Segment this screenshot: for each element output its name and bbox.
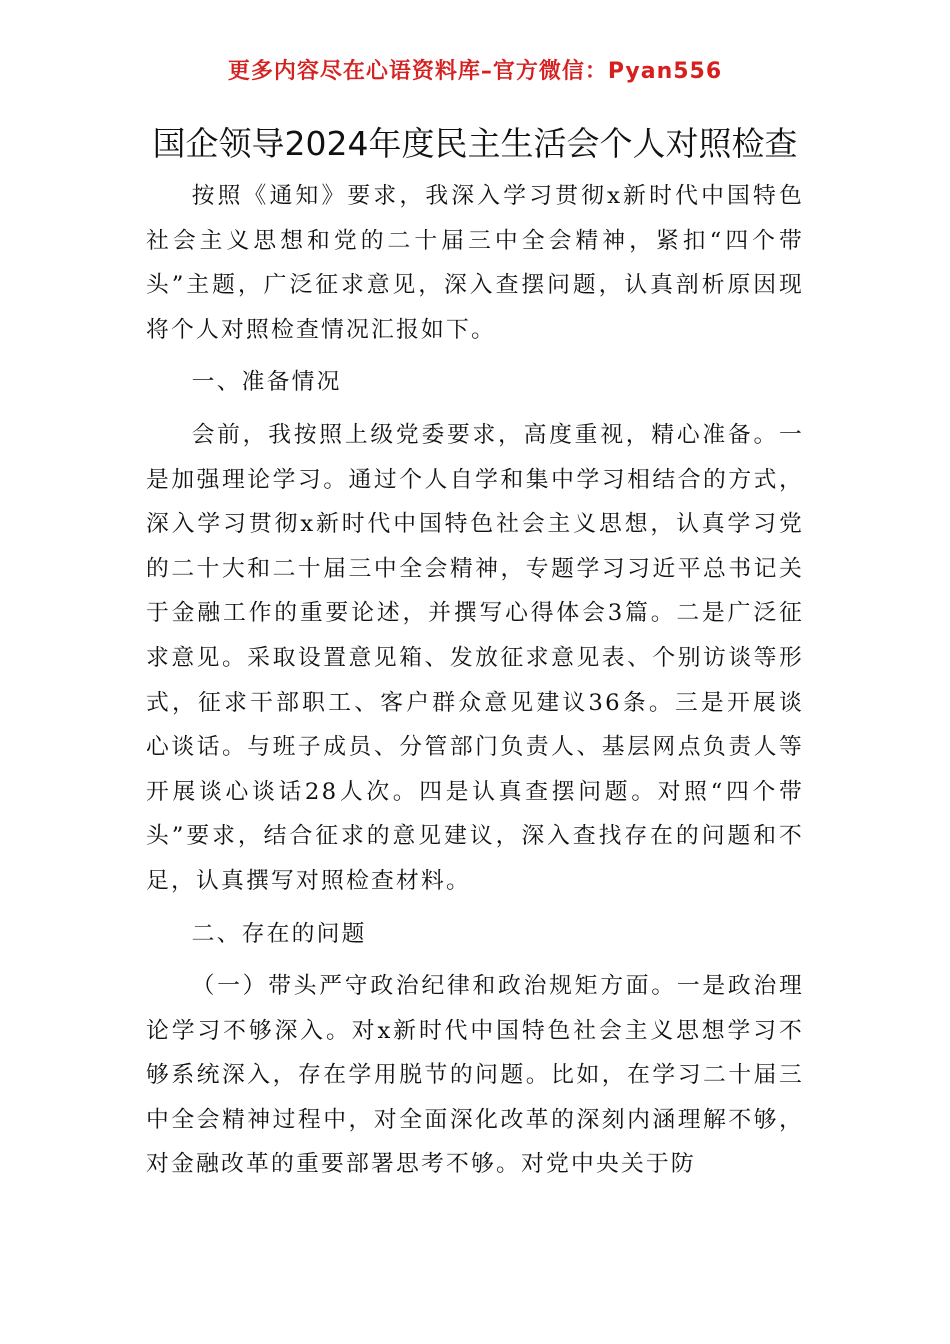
source-banner: 更多内容尽在心语资料库–官方微信：Pyan556 (227, 59, 723, 84)
intro-paragraph: 按照《通知》要求，我深入学习贯彻x新时代中国特色社会主义思想和党的二十届三中全会精神，紧扣“四个带头”主题，广泛征求意见，深入查摆问题，认真剖析原因现将个人对照检查情况汇报如下。 (146, 183, 804, 343)
document-body (146, 174, 804, 1187)
section-heading-issues: 二、存在的问题 (191, 920, 367, 947)
page-title: 国企领导2024年度民主生活会个人对照检查 (152, 124, 798, 163)
preparation-paragraph: 会前，我按照上级党委要求，高度重视，精心准备。一是加强理论学习。通过个人自学和集中学习相结合的方式，深入学习贯彻x新时代中国特色社会主义思想，认真学习党的二十大和二十届三中全会精神，专题学习习近平总书记关于金融工作的重要论述，并撰写心得体会3篇。二是广泛征求意见。采取设置意见箱、发放征求意见表、个别访谈等形式，征求干部职工、客户群众意见建议36条。三是开展谈心谈话。与班子成员、分管部门负责人、基层网点负责人等开展谈心谈话28人次。四是认真查摆问题。对照“四个带头”要求，结合征求的意见建议，深入查找存在的问题和不足，认真撰写对照检查材料。 (146, 421, 804, 894)
issue-paragraph-1: （一）带头严守政治纪律和政治规矩方面。一是政治理论学习不够深入。对x新时代中国特色社会主义思想学习不够系统深入，存在学用脱节的问题。比如，在学习二十届三中全会精神过程中，对全面深化改革的深刻内涵理解不够，对金融改革的重要部署思考不够。对党中央关于防 (146, 973, 804, 1178)
section-heading-preparation: 一、准备情况 (191, 369, 342, 396)
